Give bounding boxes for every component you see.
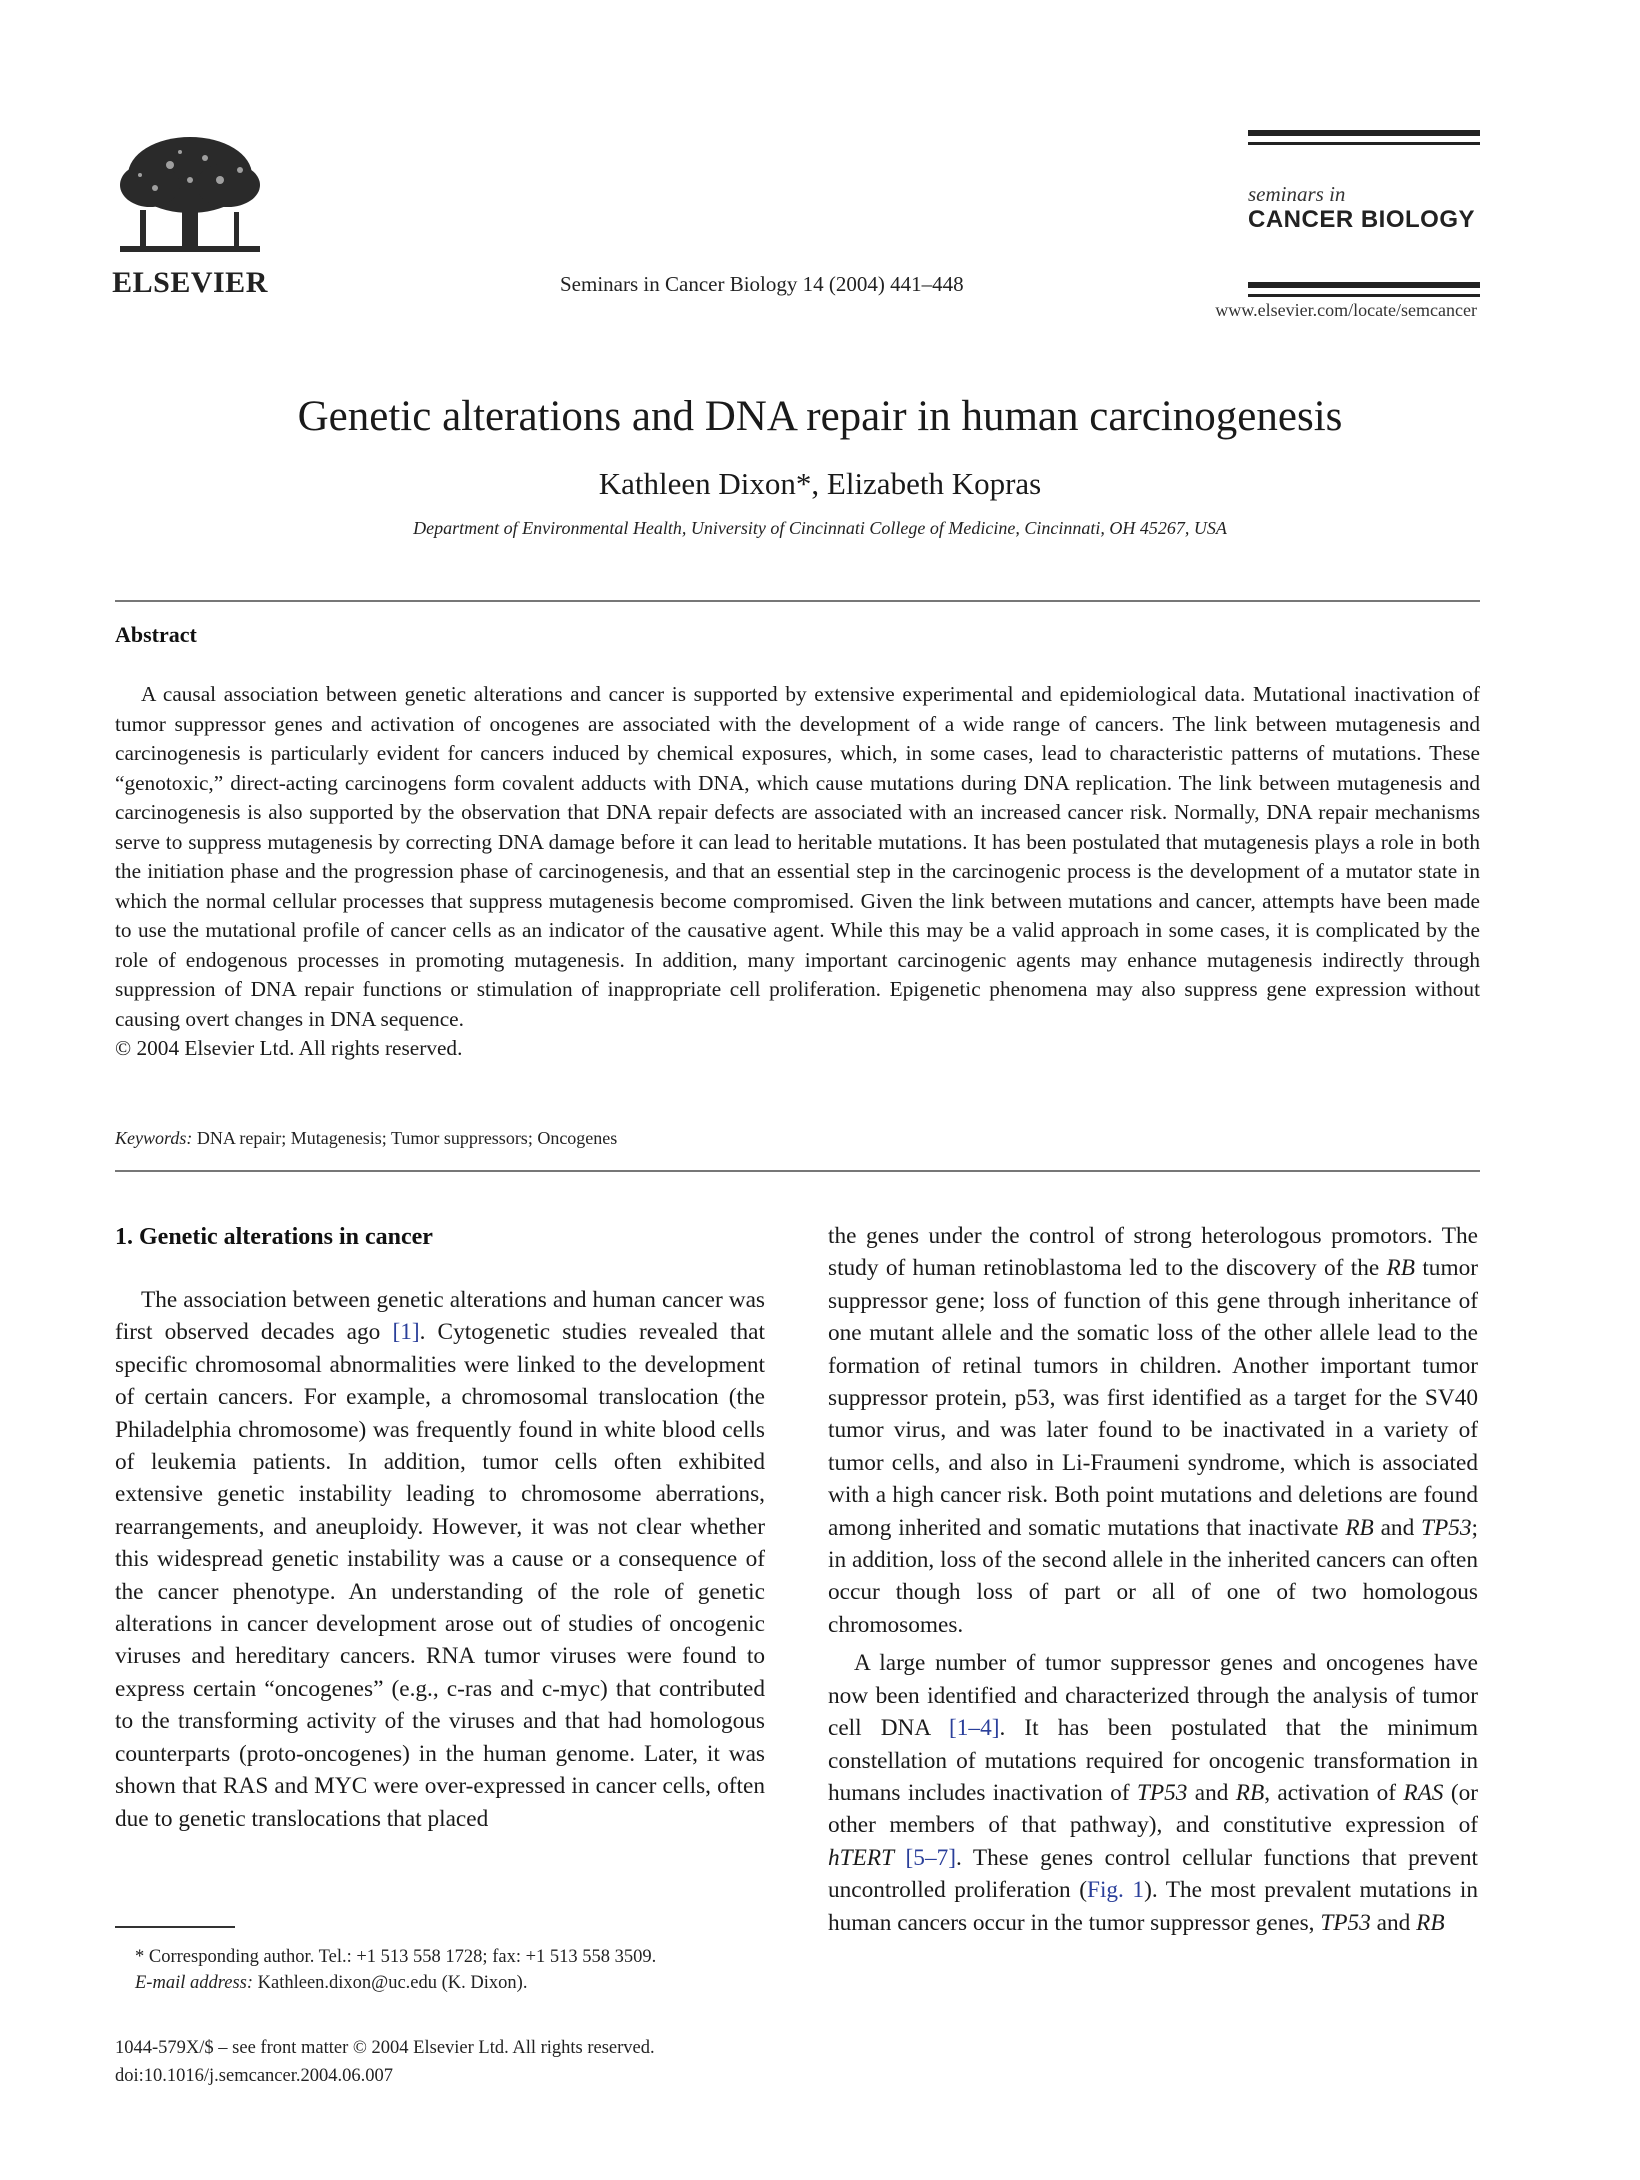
header-rule	[1248, 282, 1480, 288]
email-address[interactable]: Kathleen.dixon@uc.edu (K. Dixon).	[253, 1973, 528, 1993]
header-rule	[1248, 294, 1480, 297]
article-title: Genetic alterations and DNA repair in human carcinogenesis	[297, 393, 1343, 440]
header-rule	[1248, 130, 1480, 136]
paragraph: The association between genetic alterations and human cancer was first observed decades ago [1]. Cytogenetic studies revealed that specific chromosomal abnormalities were linked to the development of certain cancers. For example, a chromosomal translocation (the Philadelphia chromosome) was frequently found in white blood cells of leukemia patients. In addition, tumor cells often exhibited extensive genetic instability leading to chromosome aberrations, rearrangements, and aneuploidy. However, it was not clear whether this widespread genetic instability was a cause or a consequence of the cancer phenotype. An understanding of the role of genetic alterations in cancer development arose out of studies of oncogenic viruses and hereditary cancers. RNA tumor viruses were found to express certain “oncogenes” (e.g., c-ras and c-myc) that contributed to the transforming activity of the viruses and that had homologous counterparts (proto-oncogenes) in the human genome. Later, it was shown that RAS and MYC were over-expressed in cancer cells, often due to genetic translocations that placed	[115, 1287, 765, 1832]
publisher-logo	[110, 130, 270, 310]
front-matter	[115, 2034, 655, 2090]
citation-link[interactable]: [5–7]	[905, 1844, 957, 1871]
issn-line: 1044-579X/$ – see front matter © 2004 Elsevier Ltd. All rights reserved.	[115, 2038, 655, 2058]
journal-reference: Seminars in Cancer Biology 14 (2004) 441–448	[560, 272, 964, 296]
publisher-name: ELSEVIER	[112, 266, 268, 299]
citation-link[interactable]: [1]	[392, 1319, 420, 1346]
header-rule	[1248, 142, 1480, 145]
journal-url-link[interactable]: www.elsevier.com/locate/semcancer	[1215, 300, 1477, 320]
paragraph: the genes under the control of strong heterologous promotors. The study of human retinoblastoma led to the discovery of the RB tumor suppressor gene; loss of function of this gene through inheritance of one mutant allele and the somatic loss of the other allele lead to the formation of retinal tumors in children. Another important tumor suppressor protein, p53, was first identified as a target for the SV40 tumor virus, and was later found to be inactivated in a variety of tumor cells, and also in Li-Fraumeni syndrome, which is associated with a high cancer risk. Both point mutations and deletions are found among inherited and somatic mutations that inactivate RB and TP53; in addition, loss of the second allele in the inherited cancers can often occur though loss of part or all of one of two homologous chromosomes.	[828, 1223, 1478, 1638]
section-heading: 1. Genetic alterations in cancer	[115, 1224, 433, 1250]
journal-series-label: seminars in	[1248, 182, 1346, 206]
doi-line[interactable]: doi:10.1016/j.semcancer.2004.06.007	[115, 2066, 393, 2086]
journal-brand: CANCER BIOLOGY	[1248, 206, 1476, 233]
paragraph: A large number of tumor suppressor genes and oncogenes have now been identified and characterized through the analysis of tumor cell DNA [1–4]. It has been postulated that the minimum constellation of mutations required for oncogenic transformation in humans includes inactivation of TP53 and RB, activation of RAS (or other members of that pathway), and constitutive expression of hTERT [5–7]. These genes control cellular functions that prevent uncontrolled proliferation (Fig. 1). The most prevalent mutations in human cancers occur in the tumor suppressor genes, TP53 and RB	[828, 1650, 1479, 1936]
footnote	[115, 1944, 775, 1996]
divider	[115, 1170, 1480, 1172]
left-column	[115, 1284, 765, 1835]
right-column	[828, 1220, 1478, 1939]
abstract-text: A causal association between genetic alterations and cancer is supported by extensive experimental and epidemiological data. Mutational inactivation of tumor suppressor genes and activation of oncogenes are associated with the development of a wide range of cancers. The link between mutagenesis and carcinogenesis is particularly evident for cancers induced by chemical exposures, which, in some cases, lead to characteristic patterns of mutations. These “genotoxic,” direct-acting carcinogens form covalent adducts with DNA, which cause mutations during DNA replication. The link between mutagenesis and carcinogenesis is also supported by the observation that DNA repair defects are associated with an increased cancer risk. Normally, DNA repair mechanisms serve to suppress mutagenesis by correcting DNA damage before it can lead to heritable mutations. It has been postulated that mutagenesis plays a role in both the initiation phase and the progression phase of carcinogenesis, and that an essential step in the carcinogenic process is the development of a mutator state in which the normal cellular processes that suppress mutagenesis become compromised. Given the link between mutations and cancer, attempts have been made to use the mutational profile of cancer cells as an indicator of the causative agent. While this may be a valid approach in some cases, it is complicated by the role of endogenous processes in promoting mutagenesis. In addition, many important carcinogenic agents may enhance mutagenesis indirectly through suppression of DNA repair functions or stimulation of inappropriate cell proliferation. Epigenetic phenomena may also suppress gene expression without causing overt changes in DNA sequence.	[115, 682, 1480, 1031]
keywords	[115, 1128, 617, 1149]
abstract-body	[115, 680, 1480, 1064]
tree-logo-icon	[110, 130, 270, 260]
email-label: E-mail address:	[135, 1973, 254, 1993]
keywords-list: DNA repair; Mutagenesis; Tumor suppressors; Oncogenes	[196, 1128, 618, 1148]
citation-link[interactable]: [1–4]	[949, 1715, 1000, 1742]
keywords-label: Keywords:	[115, 1128, 193, 1148]
abstract-heading: Abstract	[115, 622, 197, 647]
figure-link[interactable]: Fig. 1	[1086, 1877, 1145, 1904]
article-authors: Kathleen Dixon*, Elizabeth Kopras	[598, 466, 1042, 501]
author-affiliation: Department of Environmental Health, University of Cincinnati College of Medicine, Cincinnati, OH 45267, USA	[413, 518, 1227, 538]
corresponding-author: * Corresponding author. Tel.: +1 513 558 1728; fax: +1 513 558 3509.	[135, 1947, 657, 1967]
abstract-copyright: © 2004 Elsevier Ltd. All rights reserved.	[115, 1036, 463, 1060]
divider	[115, 600, 1480, 602]
footnote-rule	[115, 1926, 235, 1928]
